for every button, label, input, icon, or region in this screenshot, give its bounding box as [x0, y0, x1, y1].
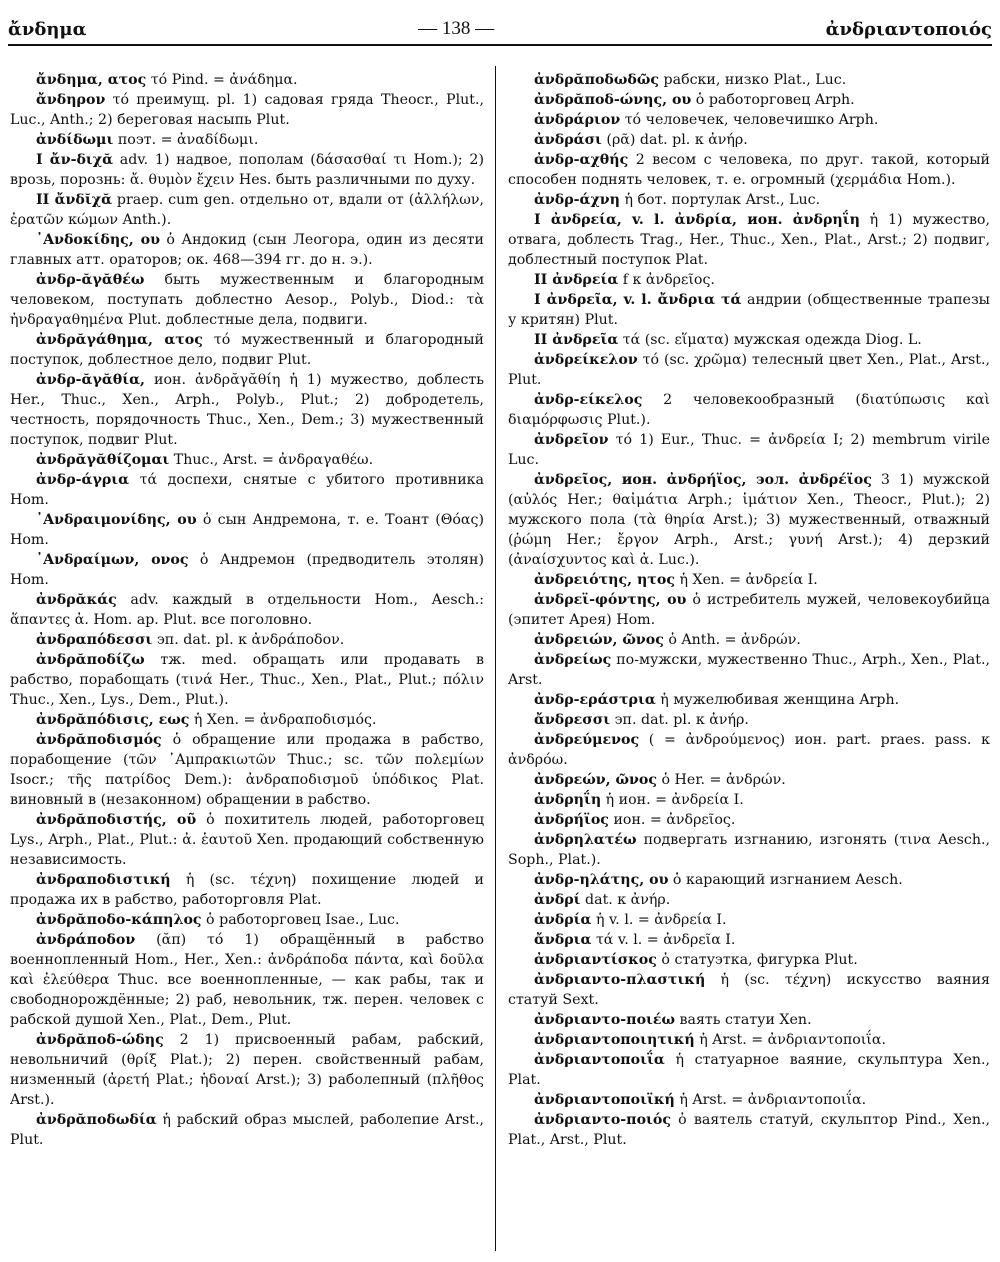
entry-headword: ἀνδρεών, ῶνος [534, 772, 657, 788]
dictionary-entry [508, 470, 990, 570]
entry-definition: τό 1) Eur., Thuc. = ἀνδρεία I; 2) membrum virile Luc. [508, 432, 990, 468]
dictionary-entry [508, 630, 990, 650]
dictionary-entry [508, 70, 990, 90]
entry-headword: I ἄν-διχᾰ [36, 152, 114, 168]
entry-definition: praep. cum gen. отдельно от, вдали от (ἀλλήλων, ἐρατῶν κώμων Anth.). [10, 192, 484, 228]
entry-definition: ἡ (sc. τέχνη) похищение людей и продажа их в рабство, работорговля Plat. [10, 872, 484, 908]
dictionary-entry [10, 730, 484, 810]
entry-definition: τό Pind. = ἀνάδημα. [146, 72, 298, 88]
entry-headword: ἄνδρια [534, 932, 592, 948]
entry-definition: по-мужски, мужественно Thuc., Arph., Xen., Plat., Arst. [508, 652, 990, 688]
dictionary-entry [10, 710, 484, 730]
entry-definition: τό преимущ. pl. 1) садовая гряда Theocr., Plut., Luc., Anth.; 2) береговая насыпь Plut. [10, 92, 484, 128]
dictionary-entry [10, 230, 484, 270]
dictionary-entry [508, 270, 990, 290]
entry-definition: adv. каждый в отдельности Hom., Aesch.: ἅπαντες ἀ. Hom. ap. Plut. все поголовно. [10, 592, 484, 628]
entry-definition: ὁ работорговец Isae., Luc. [201, 912, 400, 928]
entry-headword: ἀνδρεῖον [534, 432, 609, 448]
entry-headword: ἄνδηρον [36, 92, 106, 108]
entry-headword: ἀνδρία [534, 912, 592, 928]
header-rule [8, 44, 992, 46]
entry-headword: ἀνδρ-ηλάτης, ου [534, 872, 669, 888]
header-right-guide-word: ἀνδριαντοποιός [825, 19, 992, 40]
entry-headword: ἀνδρεϊ-φόντης, ου [534, 592, 687, 608]
entry-headword: ἀνδρᾰγάθημα, ατος [36, 332, 203, 348]
dictionary-entry [10, 130, 484, 150]
dictionary-entry [508, 1090, 990, 1110]
entry-headword: ἀνδρᾰποδωδῶς [534, 72, 660, 88]
dictionary-entry [10, 1110, 484, 1150]
entry-headword: ἀνδρ-εράστρια [534, 692, 656, 708]
entry-definition: f к ἀνδρεῖος. [618, 272, 715, 288]
dictionary-entry [10, 630, 484, 650]
dictionary-entry [508, 90, 990, 110]
entry-headword: ἀνδρᾰπόδισις, εως [36, 712, 190, 728]
entry-headword: ἀνδρᾰποδιστής, οῦ [36, 812, 197, 828]
entry-headword: ἀνδρήϊος [534, 812, 609, 828]
dictionary-entry [10, 70, 484, 90]
dictionary-entry [508, 210, 990, 270]
dictionary-entry [508, 110, 990, 130]
entry-definition: ἡ мужелюбивая женщина Arph. [655, 692, 900, 708]
dictionary-entry [10, 470, 484, 510]
entry-headword: ἄνδρεσσι [534, 712, 611, 728]
entry-headword: ἀνδρ-άγρια [36, 472, 130, 488]
entry-headword: ἀνδρᾰποδ-ώνης, ου [534, 92, 692, 108]
dictionary-entry [508, 790, 990, 810]
entry-headword: ἀνδρ-ᾰγᾰθία, [36, 372, 145, 388]
entry-headword: ἀνδριαντοποιΐα [534, 1052, 665, 1068]
entry-headword: ἀνδρᾰκάς [36, 592, 117, 608]
dictionary-entry [508, 330, 990, 350]
entry-definition: эп. dat. pl. к ἀνήρ. [610, 712, 749, 728]
entry-headword: ἀνδρειότης, ητος [534, 572, 675, 588]
entry-definition: ὁ Anth. = ἀνδρών. [663, 632, 801, 648]
entry-definition: ὁ похититель людей, работорговец Lys., Arph., Plat., Plut.: ἀ. ἑαυτοῦ Xen. продающий собственную независимость. [10, 812, 484, 868]
page-header [8, 14, 992, 40]
dictionary-entry [508, 810, 990, 830]
dictionary-entry [508, 710, 990, 730]
entry-headword: ἀνδρ-αχθής [534, 152, 629, 168]
dictionary-entry [10, 910, 484, 930]
entry-definition: ἡ v. l. = ἀνδρεία I. [591, 912, 727, 928]
entry-definition: (ᾰπ) τό 1) обращённый в рабство военнопленный Hom., Her., Xen.: ἀνδράποδα πάντα, καὶ δοῦλα καὶ ἐλεύθερα Thuc. все военнопленные, — как рабы, так и свободнорождённые; 2) раб, невольник, тж. перен. человек с рабской душой Xen., Plat., Dem., Plut. [10, 932, 484, 1028]
dictionary-entry [508, 830, 990, 870]
entry-definition: ὁ истребитель мужей, человекоубийца (эпитет Арея) Hom. [508, 592, 990, 628]
dictionary-entry [10, 150, 484, 190]
dictionary-entry [508, 730, 990, 770]
entry-headword: ἀνδριαντο-ποιέω [534, 1012, 676, 1028]
dictionary-entry [10, 810, 484, 870]
dictionary-entry [508, 290, 990, 330]
entry-headword: ἀνδράριον [534, 112, 621, 128]
dictionary-entry [508, 150, 990, 190]
entry-definition: ἡ 1) мужество, отвага, доблесть Trag., Her., Thuc., Xen., Plat., Arst.; 2) подвиг, доблестный поступок Plat. [508, 212, 990, 268]
dictionary-entry [508, 1050, 990, 1090]
entry-definition: ἡ бот. портулак Arst., Luc. [619, 192, 821, 208]
entry-definition: adv. 1) надвое, пополам (δάσασθαί τι Hom.); 2) врозь, порознь: ἄ. θυμὸν ἔχειν Hes. быть различными по духу. [10, 152, 484, 188]
entry-definition: ( = ἀνδρούμενος) ион. part. praes. pass. к ἀνδρόω. [508, 732, 990, 768]
entry-headword: ᾿Ανδοκίδης, ου [36, 232, 160, 248]
dictionary-entry [10, 510, 484, 550]
entry-definition: ἡ Arst. = ἀνδριαντοποιΐα. [674, 1092, 867, 1108]
dictionary-entry [508, 970, 990, 1010]
entry-headword: ἀνδρᾰποδισμός [36, 732, 162, 748]
dictionary-entry [508, 770, 990, 790]
entry-headword: ἀνδραποδιστική [36, 872, 171, 888]
entry-definition: ὁ Андокид (сын Леогора, один из десяти главных атт. ораторов; ок. 468—394 гг. до н. э.). [10, 232, 484, 268]
entry-definition: τό (sc. χρῶμα) телесный цвет Xen., Plat., Arst., Plut. [508, 352, 990, 388]
dictionary-entry [508, 1010, 990, 1030]
entry-definition: ὁ статуэтка, фигурка Plut. [656, 952, 858, 968]
entry-definition: Thuc., Arst. = ἀνδραγαθέω. [169, 452, 374, 468]
dictionary-entry [10, 1030, 484, 1110]
dictionary-entry [10, 590, 484, 630]
entry-definition: ἡ (sc. τέχνη) искусство ваяния статуй Sext. [508, 972, 990, 1008]
entry-definition: τά доспехи, снятые с убитого противника Hom. [10, 472, 484, 508]
right-column [508, 70, 990, 1150]
entry-headword: I ἀνδρεία, v. l. ἀνδρία, ион. ἀνδρηΐη [534, 212, 860, 228]
entry-definition: (ρᾶ) dat. pl. к ἀνήρ. [601, 132, 748, 148]
entry-definition: 3 1) мужской (αὐλός Her.; θαἰμάτια Arph.; ἱμάτιον Xen., Theocr., Plut.); 2) мужского пола (τὰ θηρία Arst.); 3) мужественный, отважный (ῥώμη Her.; ἔργον Arph., Arst.; γυνή Arst.); 4) дерзкий (ἀναίσχυντος καὶ ἀ. Luc.). [508, 472, 990, 568]
entry-definition: ἡ Xen. = ἀνδρεία I. [674, 572, 818, 588]
entry-headword: ἀνδρείως [534, 652, 612, 668]
dictionary-entry [508, 870, 990, 890]
entry-definition: тж. med. обращать или продавать в рабство, порабощать (τινά Her., Thuc., Xen., Plat., Plut.; πόλιν Thuc., Xen., Lys., Dem., Plut.). [10, 652, 484, 708]
entry-definition: ион. = ἀνδρεῖος. [608, 812, 736, 828]
entry-headword: II ἄνδῐχᾰ [36, 192, 112, 208]
entry-definition: ἡ Arst. = ἀνδριαντοποιΐα. [694, 1032, 886, 1048]
dictionary-entry [10, 450, 484, 470]
dictionary-entry [508, 950, 990, 970]
left-column [10, 70, 484, 1150]
dictionary-entry [508, 910, 990, 930]
entry-definition: ὁ Андремон (предводитель этолян) Hom. [10, 552, 484, 588]
entry-headword: ἀνδριαντίσκος [534, 952, 657, 968]
entry-headword: ἀνδράσι [534, 132, 602, 148]
entry-definition: ион. ἀνδρᾰγᾰθίη ἡ 1) мужество, доблесть Her., Thuc., Xen., Arph., Polyb., Plut.; 2) добродетель, честность, порядочность Thuc., Xen., Dem.; 3) мужественный поступок, подвиг Plut. [10, 372, 484, 448]
entry-definition: ὁ работорговец Arph. [691, 92, 855, 108]
entry-headword: ἀνδραπόδεσσι [36, 632, 153, 648]
dictionary-entry [10, 550, 484, 590]
dictionary-entry [508, 650, 990, 690]
page-number: — 138 — [418, 18, 495, 39]
entry-headword: I ἀνδρεῖα, v. l. ἄνδρια τά [534, 292, 742, 308]
entry-headword: ᾿Ανδραιμονίδης, ου [36, 512, 197, 528]
dictionary-entry [508, 890, 990, 910]
entry-headword: ἀνδρηΐη [534, 792, 602, 808]
entry-headword: ἀνδρᾰποδίζω [36, 652, 145, 668]
dictionary-entry [508, 1030, 990, 1050]
entry-definition: рабски, низко Plat., Luc. [659, 72, 847, 88]
dictionary-entry [10, 190, 484, 230]
dictionary-entry [508, 930, 990, 950]
entry-definition: ὁ карающий изгнанием Aesch. [668, 872, 903, 888]
entry-definition: 2 весом с человека, по друг. такой, который способен поднять человек, т. е. огромный (χερμάδια Hom.). [508, 152, 990, 188]
entry-headword: ἀνδρᾰποδωδία [36, 1112, 157, 1128]
header-left-guide-word: ἄνδημα [8, 19, 87, 40]
dictionary-entry [508, 590, 990, 630]
entry-definition: поэт. = ἀναδίδωμι. [113, 132, 259, 148]
entry-headword: ἀνδίδωμι [36, 132, 114, 148]
entry-headword: ἄνδημα, ατος [36, 72, 147, 88]
dictionary-entry [508, 390, 990, 430]
entry-definition: ὁ обращение или продажа в рабство, порабощение (τῶν ᾿Αμπρακιωτῶν Thuc.; sc. τῶν πολεμίων Isocr.; τῆς πατρίδος Dem.): ἀνδραποδισμοῦ ὑπόδικος Plat. виновный в (незаконном) обращении в рабство. [10, 732, 484, 808]
entry-definition: ἡ рабский образ мыслей, раболепие Arst., Plut. [10, 1112, 484, 1148]
dictionary-entry [508, 190, 990, 210]
entry-headword: ἀνδρεῖος, ион. ἀνδρήϊος, эол. ἀνδρέϊος [534, 472, 872, 488]
entry-definition: быть мужественным и благородным человеком, поступать доблестно Aesop., Polyb., Diod.: τὰ ἠνδραγαθημένα Plut. доблестные дела, подвиги. [10, 272, 484, 328]
entry-headword: ἀνδριαντο-πλαστική [534, 972, 706, 988]
dictionary-entry [10, 330, 484, 370]
dictionary-entry [508, 430, 990, 470]
dictionary-entry [508, 130, 990, 150]
dictionary-entry [10, 930, 484, 1030]
dictionary-entry [508, 570, 990, 590]
entry-headword: ἀνδρί [534, 892, 581, 908]
dictionary-entry [10, 650, 484, 710]
entry-headword: ἀνδρείκελον [534, 352, 638, 368]
entry-headword: ἀνδρᾰγᾰθίζομαι [36, 452, 170, 468]
entry-definition: подвергать изгнанию, изгонять (τινα Aesch., Soph., Plat.). [508, 832, 990, 868]
dictionary-entry [10, 270, 484, 330]
entry-headword: II ἀνδρεία [534, 272, 619, 288]
entry-headword: ἀνδριαντοποιϊκή [534, 1092, 675, 1108]
dictionary-entry [508, 1110, 990, 1150]
entry-definition: андрии (общественные трапезы у критян) Plut. [508, 292, 990, 328]
entry-definition: ἡ ион. = ἀνδρεία I. [601, 792, 744, 808]
dictionary-entry [508, 350, 990, 390]
dictionary-entry [10, 870, 484, 910]
entry-definition: 2 1) присвоенный рабам, рабский, невольничий (θρίξ Plat.); 2) перен. свойственный рабам, низменный (ἀρετή Plat.; ἡδοναί Arst.); 3) раболепный (πλῆθος Arst.). [10, 1032, 484, 1108]
entry-definition: τό мужественный и благородный поступок, доблестное дело, подвиг Plut. [10, 332, 484, 368]
entry-headword: ἀνδριαντο-ποιός [534, 1112, 671, 1128]
entry-definition: τά v. l. = ἀνδρεῖα I. [591, 932, 736, 948]
entry-definition: dat. к ἀνήρ. [580, 892, 671, 908]
entry-definition: ἡ статуарное ваяние, скульптура Xen., Plat. [508, 1052, 990, 1088]
entry-definition: эп. dat. pl. к ἀνδράποδον. [152, 632, 345, 648]
column-divider [495, 66, 496, 1251]
entry-headword: ἀνδρ-ᾰγᾰθέω [36, 272, 145, 288]
entry-headword: II ἀνδρεῖα [534, 332, 619, 348]
entry-headword: ἀνδρᾰποδο-κάπηλος [36, 912, 202, 928]
entry-headword: ἀνδρηλατέω [534, 832, 637, 848]
entry-headword: ἀνδρειών, ῶνος [534, 632, 664, 648]
entry-definition: ἡ Xen. = ἀνδραποδισμός. [189, 712, 377, 728]
entry-definition: ваять статуи Xen. [675, 1012, 812, 1028]
dictionary-entry [508, 690, 990, 710]
entry-headword: ἀνδρεύμενος [534, 732, 640, 748]
dictionary-entry [10, 90, 484, 130]
entry-definition: ὁ Her. = ἀνδρών. [656, 772, 786, 788]
entry-definition: τά (sc. εἵματα) мужская одежда Diog. L. [618, 332, 922, 348]
entry-definition: 2 человекообразный (διατύπωσις καὶ διαμόρφωσις Plut.). [508, 392, 990, 428]
dictionary-entry [10, 370, 484, 450]
entry-headword: ἀνδράποδον [36, 932, 136, 948]
entry-headword: ᾿Ανδραίμων, ονος [36, 552, 189, 568]
entry-definition: ὁ сын Андремона, т. е. Тоант (Θόας) Hom. [10, 512, 484, 548]
entry-definition: τό человечек, человечишко Arph. [620, 112, 879, 128]
entry-headword: ἀνδριαντοποιητική [534, 1032, 695, 1048]
entry-headword: ἀνδρ-είκελος [534, 392, 643, 408]
entry-headword: ἀνδρᾰποδ-ώδης [36, 1032, 164, 1048]
entry-headword: ἀνδρ-άχνη [534, 192, 620, 208]
entry-definition: ὁ ваятель статуй, скульптор Pind., Xen., Plat., Arst., Plut. [508, 1112, 990, 1148]
